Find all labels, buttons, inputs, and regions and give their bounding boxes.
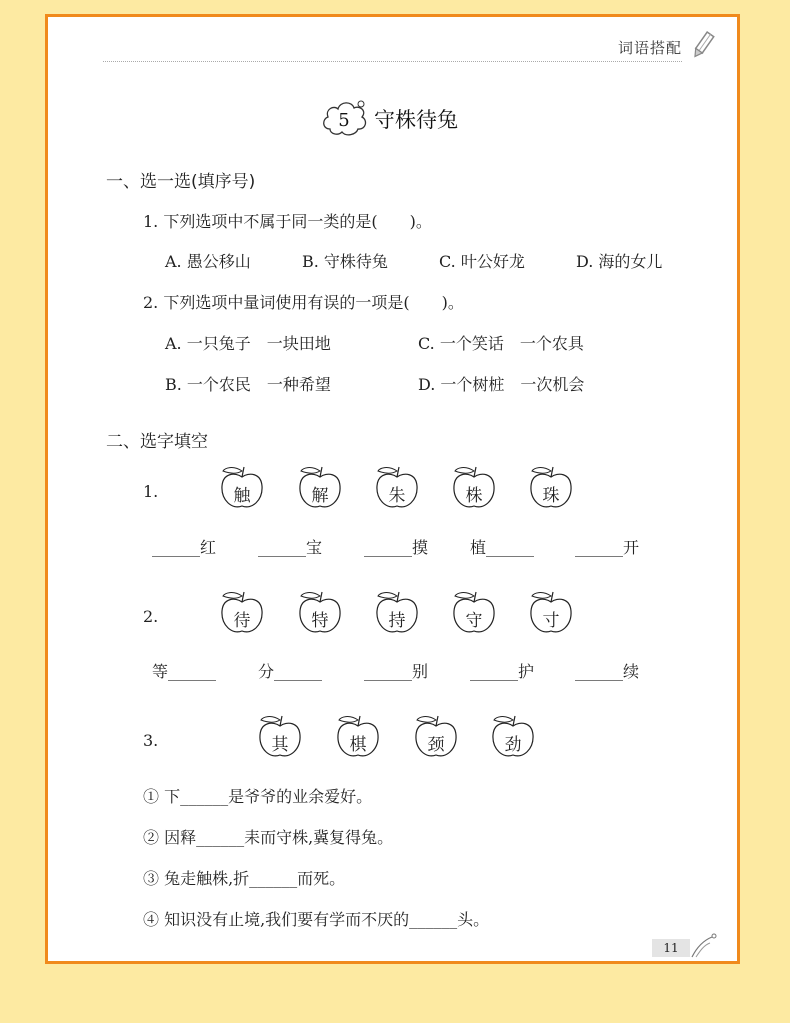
- fill-blank: ______别: [364, 662, 429, 681]
- pencil-icon: [691, 29, 715, 61]
- sentence-1: ① 下______是爷爷的业余爱好。: [143, 787, 373, 806]
- apple-char: [488, 713, 538, 761]
- apple-char-text: 棋: [349, 735, 367, 755]
- apple-char: [526, 589, 576, 637]
- apple-char-text: 触: [233, 486, 251, 506]
- apple-char-text: 解: [311, 486, 329, 506]
- apple-char-text: 守: [465, 611, 483, 631]
- q1-option-c: C. 叶公好龙: [439, 252, 525, 271]
- q2-option-c: C. 一个笑话 一个农具: [418, 334, 584, 353]
- apple-char: [217, 589, 267, 637]
- apple-char: [372, 589, 422, 637]
- q2-option-a: A. 一只兔子 一块田地: [165, 334, 331, 353]
- q1-option-a: A. 愚公移山: [165, 252, 251, 271]
- q2-option-d: D. 一个树桩 一次机会: [418, 375, 585, 394]
- apple-char-text: 特: [311, 611, 329, 631]
- apple-char-text: 颈: [427, 735, 445, 755]
- fill-blank: ______护: [470, 662, 535, 681]
- fill-blank: ______红: [152, 538, 217, 557]
- q1-option-b: B. 守株待兔: [302, 252, 388, 271]
- cloud-badge-icon: [320, 97, 370, 141]
- apple-char-text: 其: [271, 735, 289, 755]
- fill-blank: 等______: [152, 662, 217, 681]
- worksheet-page: [45, 14, 740, 964]
- fill-blank: ______开: [575, 538, 640, 557]
- q1-option-d: D. 海的女儿: [576, 252, 663, 271]
- apple-char-text: 持: [388, 611, 406, 631]
- fill-blank: 植______: [470, 538, 535, 557]
- group3-number: 3.: [143, 731, 159, 750]
- apple-char: [255, 713, 305, 761]
- apple-char: [449, 464, 499, 512]
- group1-number: 1.: [143, 482, 159, 501]
- apple-char: [295, 589, 345, 637]
- header-title: 词语搭配: [617, 39, 682, 57]
- lesson-title-block: [320, 97, 458, 141]
- section2-heading: 二、选字填空: [106, 432, 208, 452]
- apple-char-text: 寸: [542, 611, 560, 631]
- apple-char: [411, 713, 461, 761]
- sentence-2: ② 因释______耒而守株,冀复得兔。: [143, 828, 394, 847]
- lesson-number: 5: [338, 110, 350, 131]
- apple-char-text: 朱: [388, 486, 406, 506]
- apple-char-text: 株: [465, 486, 483, 506]
- section1-heading: 一、选一选(填序号): [106, 172, 256, 192]
- fill-blank: ______宝: [258, 538, 323, 557]
- header-divider: [103, 61, 682, 62]
- apple-char: [526, 464, 576, 512]
- apple-char: [295, 464, 345, 512]
- apple-char: [449, 589, 499, 637]
- apple-char: [217, 464, 267, 512]
- sentence-3: ③ 兔走触株,折______而死。: [143, 869, 346, 888]
- apple-char: [372, 464, 422, 512]
- apple-char: [333, 713, 383, 761]
- sentence-4: ④ 知识没有止境,我们要有学而不厌的______头。: [143, 910, 490, 929]
- fill-blank: ______摸: [364, 538, 429, 557]
- q2-stem: 2. 下列选项中量词使用有误的一项是( )。: [143, 293, 464, 312]
- group2-number: 2.: [143, 607, 159, 626]
- fill-blank: 分______: [258, 662, 323, 681]
- apple-char-text: 珠: [542, 486, 560, 506]
- fill-blank: ______续: [575, 662, 640, 681]
- page-number: 11: [652, 939, 690, 957]
- lesson-title: 守株待兔: [374, 108, 458, 132]
- apple-char-text: 劲: [504, 735, 522, 755]
- apple-char-text: 待: [233, 611, 251, 631]
- q2-option-b: B. 一个农民 一种希望: [165, 375, 331, 394]
- flourish-icon: [690, 931, 720, 959]
- q1-stem: 1. 下列选项中不属于同一类的是( )。: [143, 212, 432, 231]
